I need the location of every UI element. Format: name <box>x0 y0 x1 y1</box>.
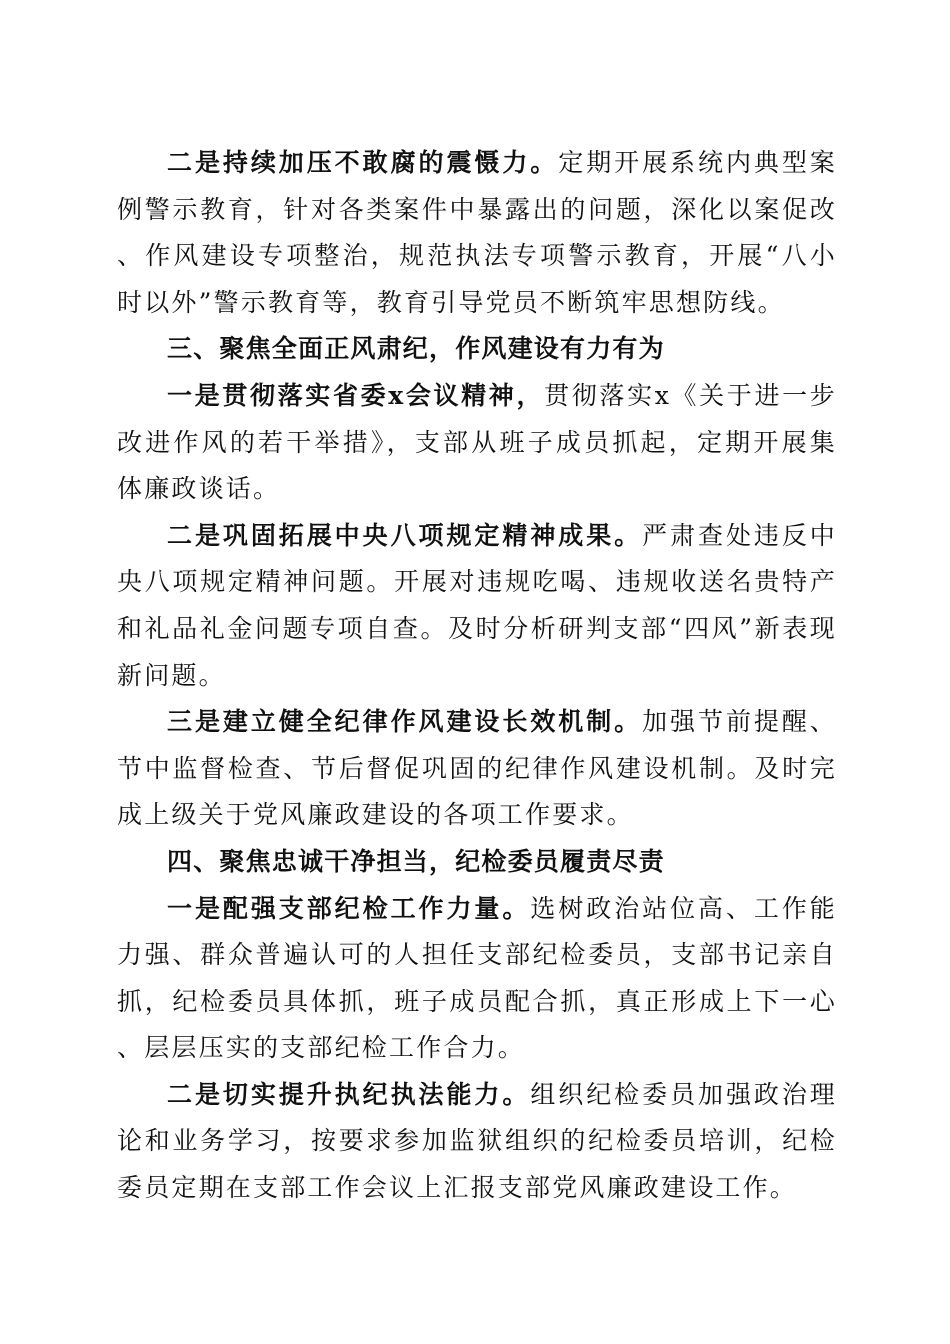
paragraph-enforcement-capability <box>117 1072 837 1212</box>
paragraph-text: 组织纪检委员加强政治理论和业务学习，按要求参加监狱组织的纪检委员培训，纪检委员定期在支部工作会议上汇报支部党风廉政建设工作。 <box>117 1079 838 1203</box>
paragraph-lead: 一是贯彻落实省委x会议精神， <box>167 380 545 410</box>
paragraph-text: 加强节前提醒、节中监督检查、节后督促巩固的纪律作风建设机制。及时完成上级关于党风廉政建设的各项工作要求。 <box>117 707 837 830</box>
paragraph-lead: 二是切实提升执纪执法能力。 <box>167 1079 531 1109</box>
paragraph-deterrence <box>117 140 837 326</box>
paragraph-lead: 二是巩固拓展中央八项规定精神成果。 <box>167 520 643 550</box>
paragraph-strengthen-staff <box>117 886 837 1072</box>
paragraph-implement-spirit <box>117 373 837 513</box>
document-body <box>117 140 837 1212</box>
paragraph-text: 严肃查处违反中央八项规定精神问题。开展对违规吃喝、违规收送名贵特产和礼品礼金问题专项自查。及时分析研判支部“四风”新表现新问题。 <box>117 520 837 690</box>
paragraph-lead: 三是建立健全纪律作风建设长效机制。 <box>167 707 643 737</box>
paragraph-lead: 二是持续加压不敢腐的震慑力。 <box>167 148 559 177</box>
paragraph-text: 贯彻落实x《关于进一步改进作风的若干举措》，支部从班子成员抓起，定期开展集体廉政谈话。 <box>117 380 837 504</box>
paragraph-lead: 一是配强支部纪检工作力量。 <box>167 893 531 923</box>
paragraph-text: 定期开展系统内典型案例警示教育，针对各类案件中暴露出的问题，深化以案促改、作风建设专项整治，规范执法专项警示教育，开展“八小时以外”警示教育等，教育引导党员不断筑牢思想防线。 <box>117 148 837 317</box>
paragraph-text: 选树政治站位高、工作能力强、群众普遍认可的人担任支部纪检委员，支部书记亲自抓，纪检委员具体抓，班子成员配合抓，真正形成上下一心、层层压实的支部纪检工作合力。 <box>117 893 838 1063</box>
section-heading-four: 四、聚焦忠诚干净担当，纪检委员履责尽责 <box>167 846 665 876</box>
paragraph-eight-regulations <box>117 513 837 699</box>
paragraph-long-term-mechanism <box>117 699 837 839</box>
section-heading-three: 三、聚焦全面正风肃纪，作风建设有力有为 <box>167 334 665 364</box>
